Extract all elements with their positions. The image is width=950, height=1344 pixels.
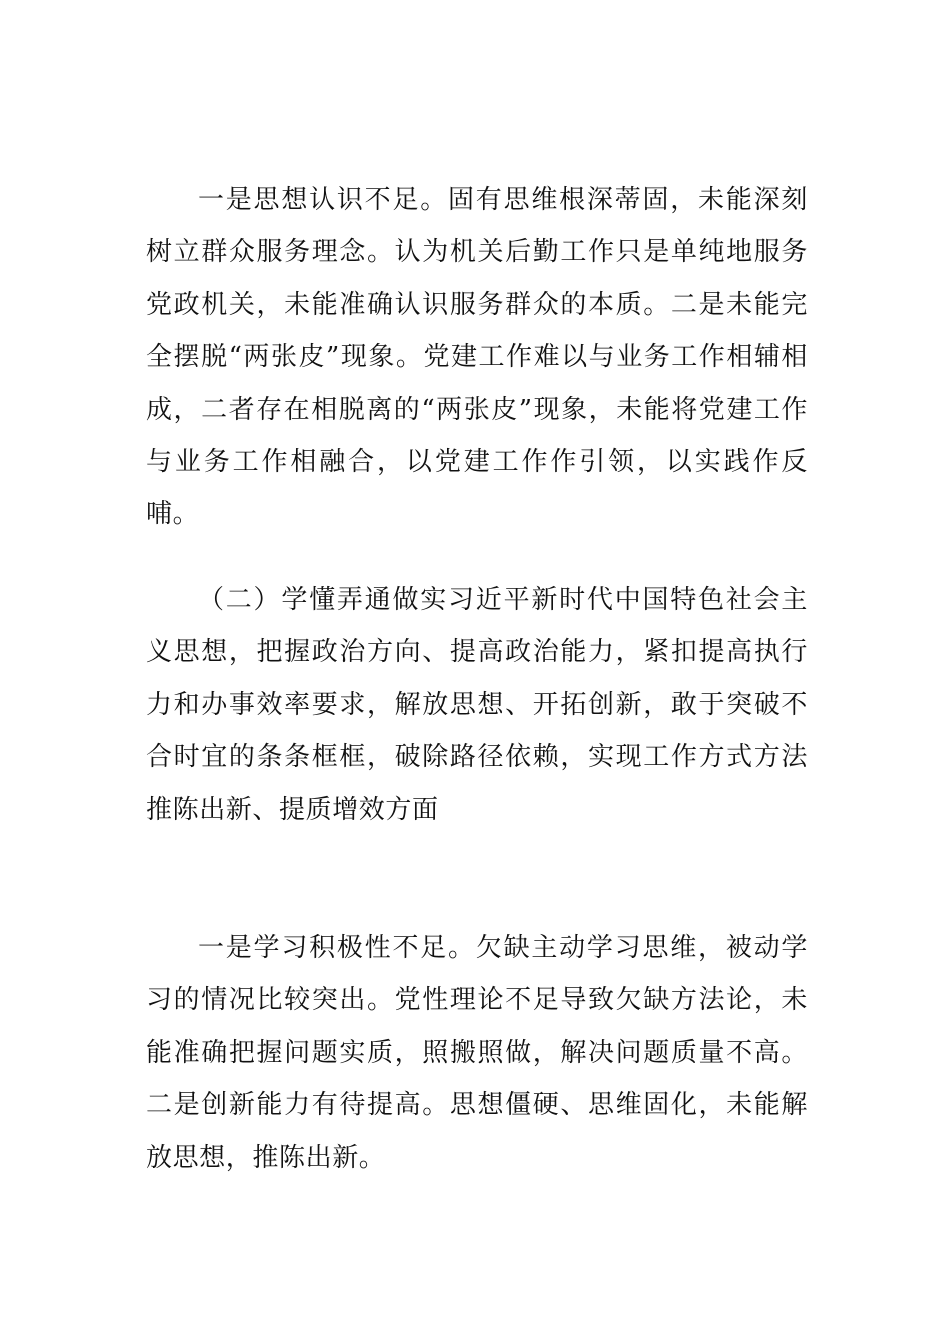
paragraph-ideological-awareness: 一是思想认识不足。固有思维根深蒂固，未能深刻树立群众服务理念。认为机关后勤工作只是单纯地服务党政机关，未能准确认识服务群众的本质。二是未能完全摆脱“两张皮”现象。党建工作难以与业务工作相辅相成，二者存在相脱离的“两张皮”现象，未能将党建工作与业务工作相融合，以党建工作作引领，以实践作反哺。 (146, 185, 808, 530)
section-heading-two: （二）学懂弄通做实习近平新时代中国特色社会主义思想，把握政治方向、提高政治能力，紧扣提高执行力和办事效率要求，解放思想、开拓创新，敢于突破不合时宜的条条框框，破除路径依赖，实现工作方式方法推陈出新、提质增效方面 (146, 585, 808, 825)
paragraph-learning-initiative: 一是学习积极性不足。欠缺主动学习思维，被动学习的情况比较突出。党性理论不足导致欠缺方法论，未能准确把握问题实质，照搬照做，解决问题质量不高。二是创新能力有待提高。思想僵硬、思维固化，未能解放思想，推陈出新。 (146, 933, 808, 1173)
